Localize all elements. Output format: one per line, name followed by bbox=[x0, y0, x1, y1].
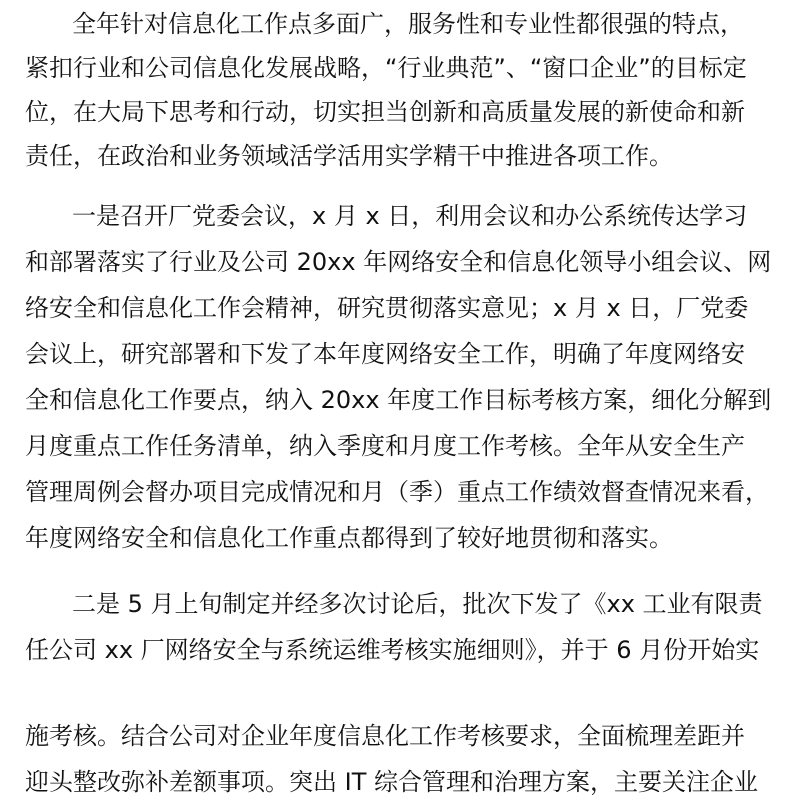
text-line: 一是召开厂党委会议，x 月 x 日，利用会议和办公系统传达学习 bbox=[72, 202, 748, 230]
text-line: 二是 5 月上旬制定并经多次讨论后，批次下发了《xx 工业有限责 bbox=[72, 590, 763, 618]
text-line: 责任，在政治和业务领域活学活用实学精干中推进各项工作。 bbox=[25, 142, 673, 170]
text-line: 任公司 xx 厂网络安全与系统运维考核实施细则》，并于 6 月份开始实 bbox=[25, 636, 760, 664]
text-line: 年度网络安全和信息化工作重点都得到了较好地贯彻和落实。 bbox=[25, 524, 673, 552]
text-line: 迎头整改弥补差额事项。突出 IT 综合管理和治理方案，主要关注企业 bbox=[25, 768, 758, 796]
text-line: 全年针对信息化工作点多面广，服务性和专业性都很强的特点， bbox=[72, 10, 744, 38]
text-line: 和部署落实了行业及公司 20xx 年网络安全和信息化领导小组会议、网 bbox=[25, 248, 772, 276]
text-line: 会议上，研究部署和下发了本年度网络安全工作，明确了年度网络安 bbox=[25, 340, 745, 368]
text-line: 管理周例会督办项目完成情况和月（季）重点工作绩效督查情况来看， bbox=[25, 478, 769, 506]
text-line: 紧扣行业和公司信息化发展战略，“行业典范”、“窗口企业”的目标定 bbox=[25, 54, 747, 82]
text-line: 月度重点工作任务清单，纳入季度和月度工作考核。全年从安全生产 bbox=[25, 432, 745, 460]
text-line: 全和信息化工作要点，纳入 20xx 年度工作目标考核方案，细化分解到 bbox=[25, 386, 772, 414]
text-line: 位，在大局下思考和行动，切实担当创新和高质量发展的新使命和新 bbox=[25, 98, 745, 126]
text-line: 络安全和信息化工作会精神，研究贯彻落实意见；x 月 x 日，厂党委 bbox=[25, 294, 749, 322]
text-line: 施考核。结合公司对企业年度信息化工作考核要求，全面梳理差距并 bbox=[25, 722, 745, 750]
